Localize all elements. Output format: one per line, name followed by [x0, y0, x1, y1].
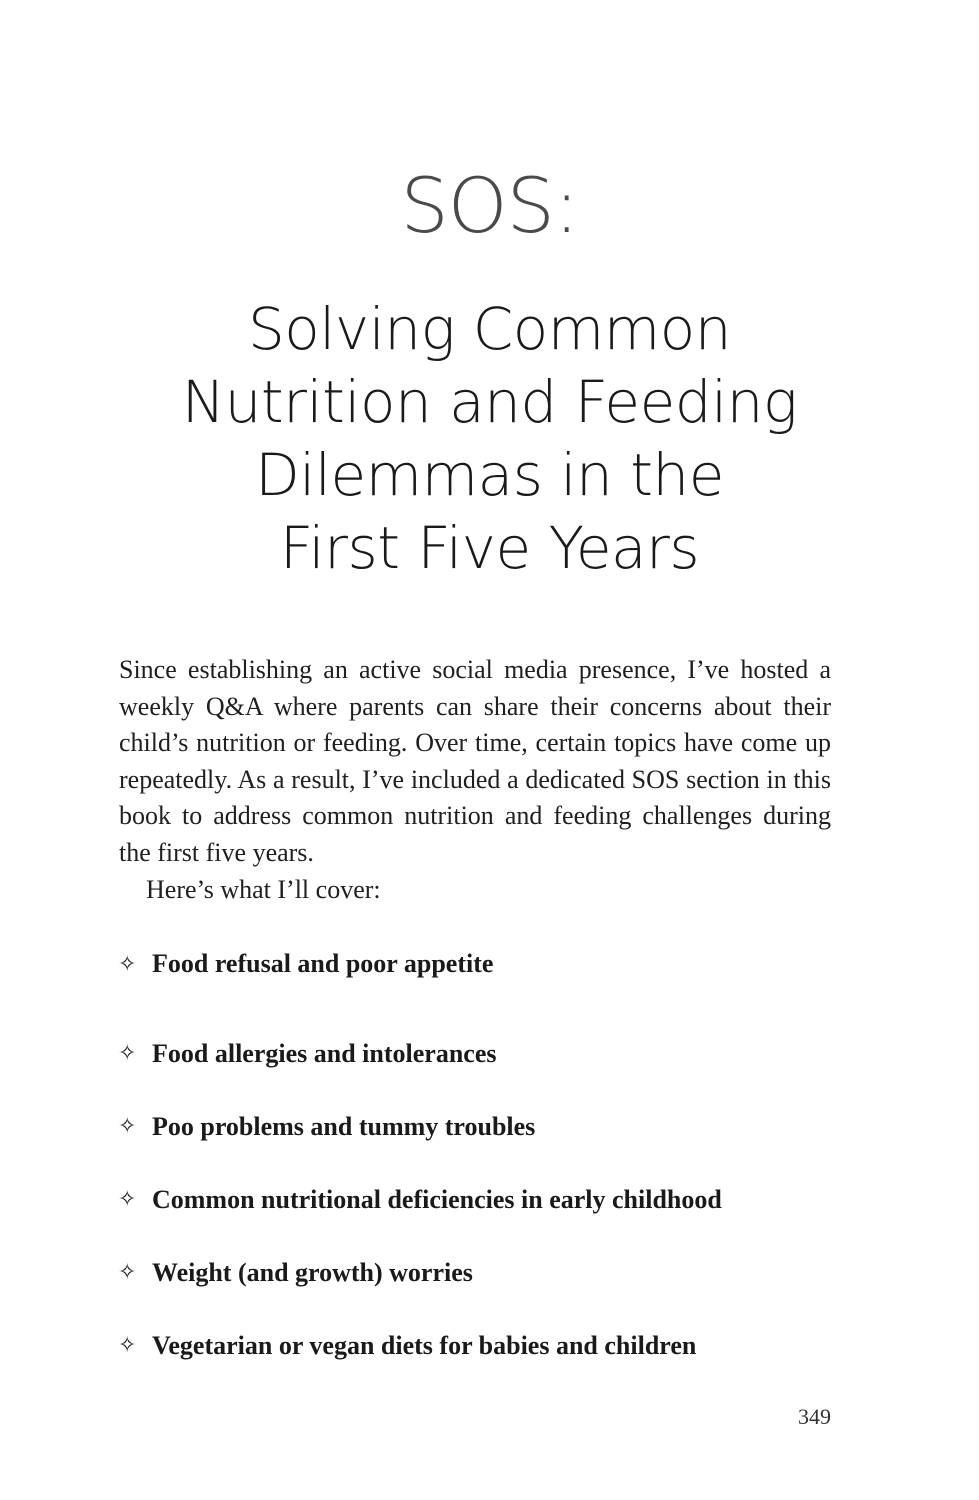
chapter-title-line: Dilemmas in the — [255, 441, 724, 509]
page-number: 349 — [798, 1404, 831, 1429]
list-item-label: Food allergies and intolerances — [152, 1038, 497, 1068]
list-item-label: Vegetarian or vegan diets for babies and children — [152, 1330, 697, 1360]
list-item — [118, 1309, 878, 1382]
list-item-label: Poo problems and tummy troubles — [152, 1111, 536, 1141]
star-bullet-icon: ✧ — [118, 1041, 137, 1066]
list-item-label: Weight (and growth) worries — [152, 1257, 473, 1287]
list-item — [118, 1090, 878, 1163]
list-item-label: Common nutritional deficiencies in early childhood — [152, 1184, 722, 1214]
list-item — [118, 1236, 878, 1309]
list-item-label: Food refusal and poor appetite — [152, 949, 494, 978]
list-item — [118, 1017, 878, 1090]
chapter-title-line: First Five Years — [279, 514, 700, 582]
intro-lead-in: Here’s what I’ll cover: — [146, 874, 381, 904]
chapter-label: SOS: — [400, 161, 579, 250]
star-bullet-icon: ✧ — [118, 1333, 137, 1358]
list-item — [118, 944, 878, 984]
intro-text — [119, 652, 831, 908]
star-bullet-icon: ✧ — [118, 951, 137, 977]
topic-list — [118, 944, 878, 1382]
star-bullet-icon: ✧ — [118, 1187, 137, 1212]
intro-paragraph: Since establishing an active social media presence, I’ve hosted a weekly Q&A where parents can share their concerns about their child’s nutrition or feeding. Over time, certain topics have come up repeatedly. As a result, I’ve included a dedicated SOS section in this book to address common nutrition and feeding challenges during the first five years. — [119, 655, 831, 867]
chapter-title-line: Nutrition and Feeding — [181, 368, 798, 436]
star-bullet-icon: ✧ — [118, 1260, 137, 1285]
chapter-title — [0, 293, 979, 585]
star-bullet-icon: ✧ — [118, 1114, 137, 1139]
chapter-title-line: Solving Common — [247, 295, 732, 363]
list-item — [118, 1163, 878, 1236]
